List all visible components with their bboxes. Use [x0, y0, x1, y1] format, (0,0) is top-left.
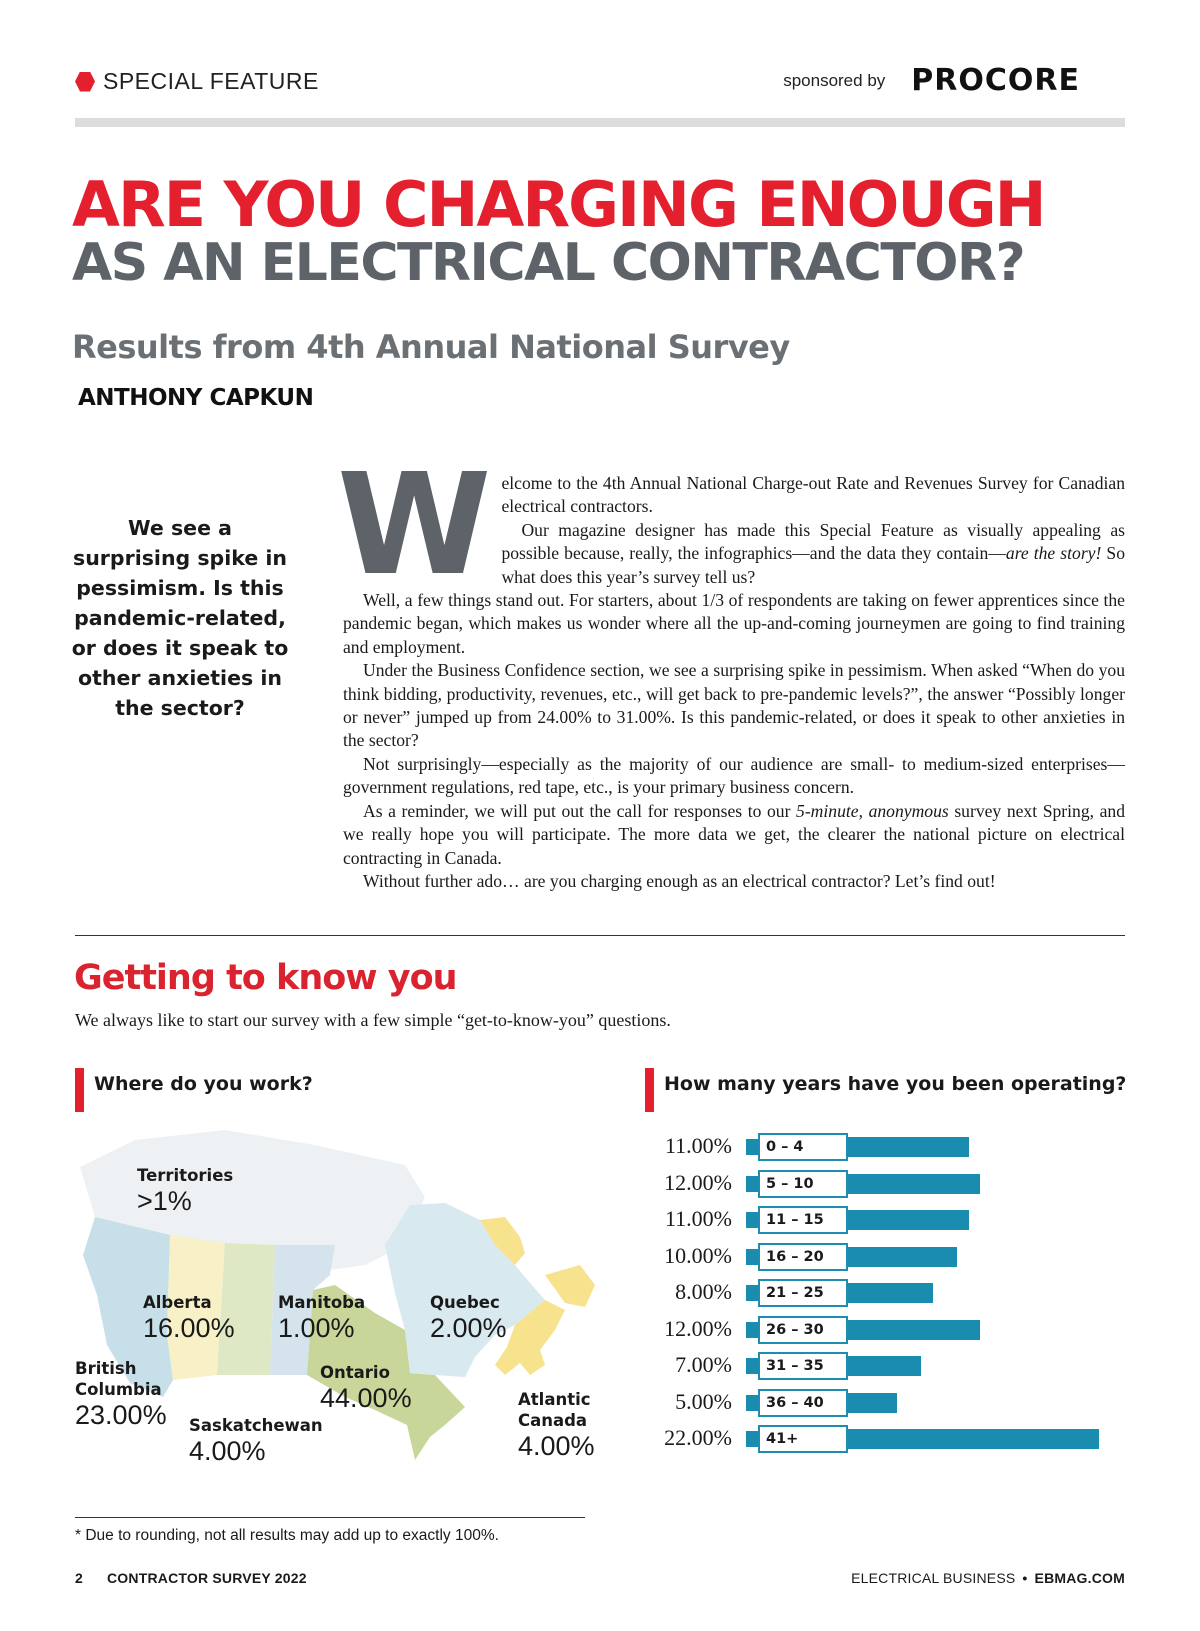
years-bar-stub — [746, 1212, 758, 1228]
footer-bullet: • — [1022, 1570, 1028, 1586]
section-title: Getting to know you — [74, 958, 457, 998]
region-manitoba — [278, 1292, 365, 1343]
years-bar — [838, 1210, 969, 1230]
footnote: * Due to rounding, not all results may add up to exactly 100%. — [75, 1527, 499, 1544]
paragraph-1: elcome to the 4th Annual National Charge-out Rate and Revenues Survey for Canadian electrical contractors. — [501, 473, 1125, 517]
drop-cap: W — [337, 444, 492, 607]
years-category-label: 16 – 20 — [758, 1243, 848, 1271]
map-region-newfoundland — [545, 1265, 595, 1307]
years-category-label: 0 – 4 — [758, 1133, 848, 1161]
paragraph-2-text-end: So what does this year’s survey tell us? — [501, 543, 1126, 587]
years-bar-stub — [746, 1176, 758, 1192]
years-category-label: 31 – 35 — [758, 1352, 848, 1380]
years-bar — [838, 1429, 1099, 1449]
years-bar — [838, 1174, 980, 1194]
hexagon-icon — [75, 72, 95, 92]
paragraph-6-text: As a reminder, we will put out the call for responses to our — [363, 800, 797, 821]
region-value: 4.00% — [518, 1431, 595, 1461]
headline-line2: AS AN ELECTRICAL CONTRACTOR? — [72, 233, 1025, 293]
region-label: Territories — [137, 1166, 234, 1185]
region-british-columbia — [75, 1358, 185, 1430]
years-bar-stub — [746, 1139, 758, 1155]
region-label: British Columbia — [75, 1359, 162, 1399]
years-bar — [838, 1356, 921, 1376]
procore-logo: PROCORE — [911, 63, 1080, 98]
years-category-label: 41+ — [758, 1425, 848, 1453]
region-value: 4.00% — [189, 1436, 266, 1466]
sponsor-block — [783, 63, 1080, 98]
section-tag — [75, 68, 319, 95]
section-tag-label: SPECIAL FEATURE — [103, 68, 319, 94]
paragraph-3: Well, a few things stand out. For starters, about 1/3 of respondents are taking on fewer apprentices since the pandemic began, which makes us wonder where all the up-and-coming journeymen are going to find training and employment. — [343, 590, 1125, 657]
footnote-rule — [75, 1517, 585, 1518]
years-bar-stub — [746, 1322, 758, 1338]
region-label: Atlantic Canada — [518, 1390, 591, 1430]
years-category-label: 11 – 15 — [758, 1206, 848, 1234]
region-quebec — [430, 1292, 507, 1343]
years-bar-value-label: 11.00% — [664, 1206, 732, 1231]
years-bar — [838, 1320, 980, 1340]
years-bar-value-label: 5.00% — [675, 1388, 732, 1414]
map-question-label: Where do you work? — [94, 1073, 313, 1095]
region-atlantic-canada — [518, 1389, 608, 1461]
region-ontario — [320, 1362, 412, 1413]
region-value: 44.00% — [320, 1383, 412, 1413]
paragraph-4: Under the Business Confidence section, we see a surprising spike in pessimism. When asked “When do you think bidding, productivity, revenues, etc., will get back to pre-pandemic levels?”, the answer “Possibly longer or never” jumped up from 24.00% to 31.00%. Is this pandemic-related, or does it speak to other anxieties in the sector? — [343, 660, 1125, 751]
years-bar-stub — [746, 1358, 758, 1374]
section-divider — [75, 935, 1125, 936]
map-question — [75, 1068, 313, 1112]
region-label: Saskatchewan — [189, 1416, 323, 1435]
paragraph-6-text-end: survey next Spring, and we really hope you will participate. The more data we get, the clearer the national picture on electrical contracting in Canada. — [343, 800, 1126, 868]
years-question — [645, 1068, 1126, 1112]
region-value: 23.00% — [75, 1400, 167, 1430]
region-label: Ontario — [320, 1363, 390, 1382]
paragraph-6 — [343, 800, 1125, 870]
years-bar-value-label: 10.00% — [664, 1242, 732, 1268]
region-label: Quebec — [430, 1293, 500, 1312]
years-bar-value-label: 12.00% — [664, 1315, 732, 1341]
page-number: 2 — [75, 1570, 83, 1586]
years-bar-stub — [746, 1431, 758, 1447]
region-saskatchewan — [189, 1415, 323, 1466]
paragraph-6-comma: , — [858, 800, 869, 821]
region-value: 16.00% — [143, 1313, 235, 1343]
pull-quote: We see a surprising spike in pessimism. Is this pandemic-related, or does it speak to other anxieties in the sector? — [71, 516, 289, 720]
sponsored-by-label: sponsored by — [783, 70, 886, 90]
years-bar-value-label: 11.00% — [664, 1133, 732, 1158]
years-bar-stub — [746, 1395, 758, 1411]
region-value: 1.00% — [278, 1313, 355, 1343]
years-category-label: 21 – 25 — [758, 1279, 848, 1307]
region-value: >1% — [137, 1186, 192, 1216]
years-bar-value-label: 12.00% — [664, 1169, 732, 1195]
years-bar-stub — [746, 1285, 758, 1301]
site-url: EBMAG.COM — [1034, 1570, 1125, 1586]
region-territories — [137, 1165, 233, 1216]
paragraph-5: Not surprisingly—especially as the majority of our audience are small- to medium-sized enterprises—government regulations, red tape, etc., is your primary business concern. — [343, 753, 1125, 798]
years-bar-value-label: 22.00% — [664, 1425, 732, 1450]
region-label: Manitoba — [278, 1293, 366, 1312]
publication-name-right — [851, 1570, 1125, 1586]
years-category-label: 26 – 30 — [758, 1316, 848, 1344]
paragraph-2-text: Our magazine designer has made this Special Feature as visually appealing as possible because, really, the infographics—and the data they contain— — [501, 519, 1125, 564]
publication-name-left: CONTRACTOR SURVEY 2022 — [107, 1570, 307, 1586]
years-bar — [838, 1137, 969, 1157]
question-accent-bar — [75, 1068, 84, 1112]
headline-line1: ARE YOU CHARGING ENOUGH — [72, 168, 1045, 241]
region-value: 2.00% — [430, 1313, 507, 1343]
years-bar — [838, 1283, 933, 1303]
paragraph-6-emphasis-1: 5-minute — [796, 800, 859, 821]
question-accent-bar — [645, 1068, 654, 1112]
article-body — [337, 444, 1126, 893]
header-rule — [75, 118, 1125, 127]
publication-title: ELECTRICAL BUSINESS — [851, 1570, 1016, 1586]
years-question-label: How many years have you been operating? — [664, 1073, 1127, 1095]
years-category-label: 36 – 40 — [758, 1389, 848, 1417]
paragraph-2-emphasis: are the story! — [1005, 543, 1102, 564]
years-bar-value-label: 7.00% — [675, 1352, 732, 1377]
paragraph-7: Without further ado… are you charging enough as an electrical contractor? Let’s find out! — [363, 870, 996, 891]
region-label: Alberta — [143, 1293, 212, 1312]
years-bar — [838, 1247, 957, 1267]
article-subtitle: Results from 4th Annual National Survey — [72, 328, 790, 366]
author-byline: ANTHONY CAPKUN — [78, 385, 314, 411]
years-bar-value-label: 8.00% — [675, 1279, 732, 1304]
paragraph-6-emphasis-2: anonymous — [868, 800, 949, 821]
years-category-label: 5 – 10 — [758, 1170, 848, 1198]
region-alberta — [143, 1292, 235, 1343]
section-intro: We always like to start our survey with a few simple “get-to-know-you” questions. — [75, 1010, 671, 1030]
years-bar-stub — [746, 1249, 758, 1265]
